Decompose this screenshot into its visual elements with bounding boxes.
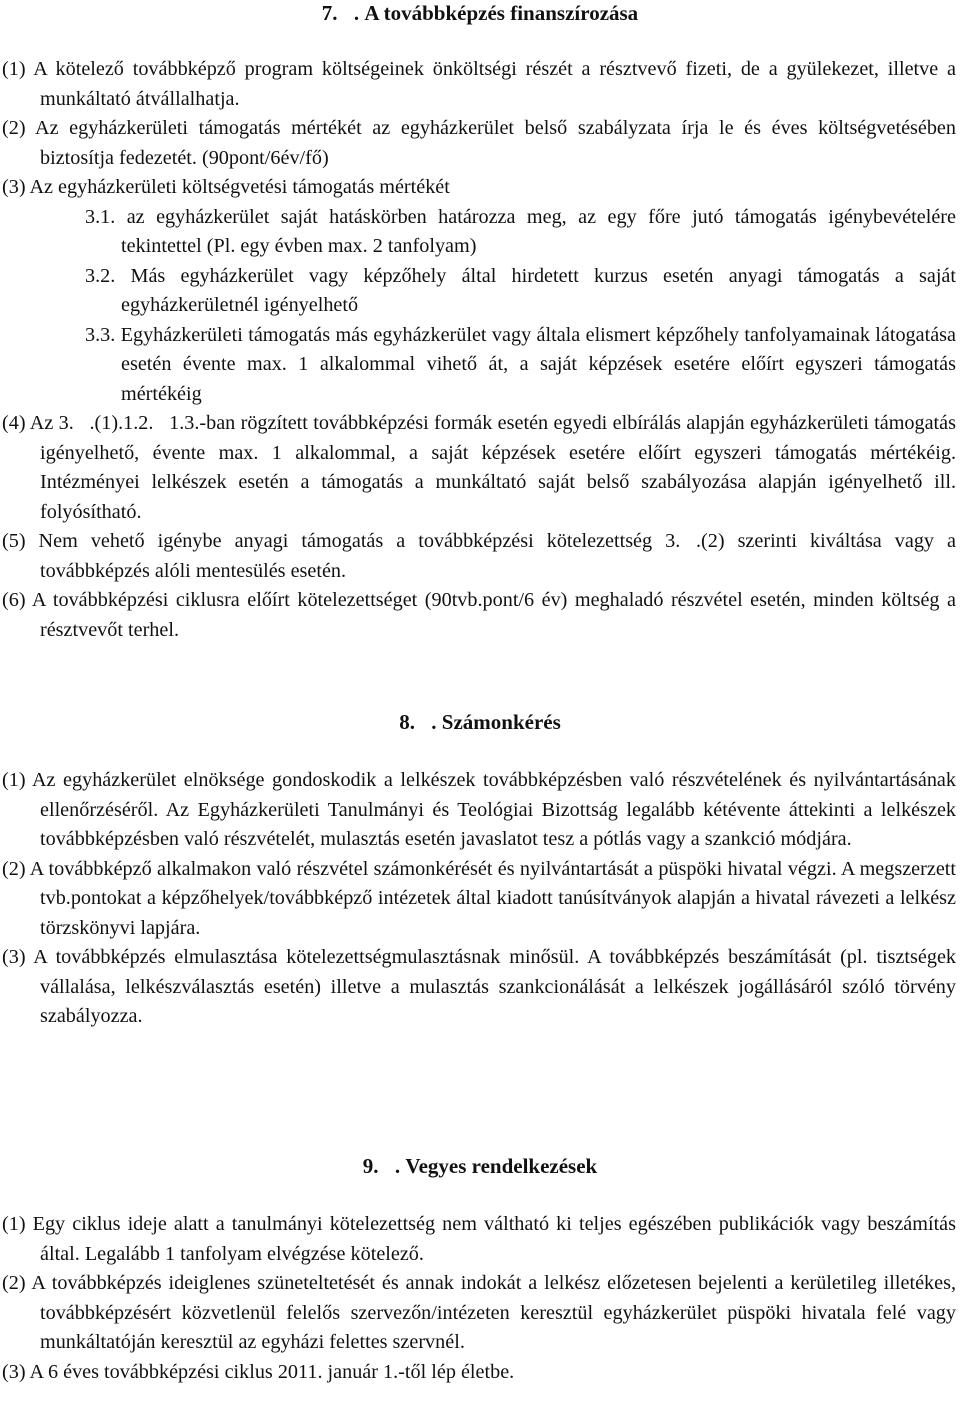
section-9 (0, 1153, 960, 1179)
section-8 (0, 709, 960, 735)
s8-paragraph-1: (1) Az egyházkerület elnöksége gondoskodik a lelkészek továbbképzésben való részvételének és nyilvántartásának ellenőrzéséről. Az Egyházkerületi Tanulmányi és Teológiai Bizottság legalább kétévente áttekinti a lelkészek továbbképzésben való részvételét, mulasztás esetén javaslatot tesz a pótlás vagy a szankció módjára. (2, 769, 956, 850)
section-8-title: 8. . Számonkérés (404, 710, 556, 734)
section-7 (0, 0, 960, 26)
s8-paragraph-3: (3) A továbbképzés elmulasztása kötelezettségmulasztásnak minősül. A továbbképzés beszámítását (pl. tisztségek vállalása, lelkészválasztás esetén) illetve a mulasztás szankcionálását a lelkészek jogállásáról szóló törvény szabályozza. (2, 946, 956, 1027)
section-9-title: 9. . Vegyes rendelkezések (368, 1154, 592, 1178)
s7-subparagraph-3-3: 3.3. Egyházkerületi támogatás más egyházkerület vagy általa elismert képzőhely tanfolyamainak látogatása esetén évente max. 1 alkalommal vihető át, a saját képzések esetére előírt egyszeri támogatás mértékéig (85, 323, 956, 405)
s7-paragraph-2: (2) Az egyházkerületi támogatás mértékét az egyházkerület belső szabályzata írja le és éves költségvetésében biztosítja fedezetét. (90pont/6év/fő) (2, 117, 956, 169)
section-9-body (0, 1210, 960, 1387)
s7-paragraph-6: (6) A továbbképzési ciklusra előírt kötelezettséget (90tvb.pont/6 év) meghaladó részvétel esetén, minden költség a résztvevőt terhel. (2, 589, 956, 641)
s7-subparagraph-3-2: 3.2. Más egyházkerület vagy képzőhely által hirdetett kurzus esetén anyagi támogatás a saját egyházkerületnél igényelhető (85, 264, 956, 316)
s9-paragraph-3: (3) A 6 éves továbbképzési ciklus 2011. január 1.-től lép életbe. (2, 1360, 515, 1383)
s7-paragraph-5: (5) Nem vehető igénybe anyagi támogatás a továbbképzési kötelezettség 3. .(2) szerinti kiváltása vagy a továbbképzés alóli mentesülés esetén. (2, 530, 956, 582)
s9-paragraph-2: (2) A továbbképzés ideiglenes szüneteltetését és annak indokát a lelkész előzetesen bejelenti a kerületileg illetékes, továbbképzésért közvetlenül felelős szervezőn/intézeten keresztül egyházkerület püspöki hivatala felé vagy munkáltatóján keresztül az egyházi felettes szervnél. (2, 1272, 956, 1353)
s7-paragraph-3: (3) Az egyházkerületi költségvetési támogatás mértékét (2, 176, 450, 198)
s9-paragraph-1: (1) Egy ciklus ideje alatt a tanulmányi kötelezettség nem váltható ki teljes egészében publikációk vagy beszámítás által. Legalább 1 tanfolyam elvégzése kötelező. (2, 1213, 956, 1265)
s8-paragraph-2: (2) A továbbképző alkalmakon való részvétel számonkérését és nyilvántartását a püspöki hivatal végzi. A megszerzett tvb.pontokat a képzőhelyek/továbbképző intézetek által kiadott tanúsítványok alapján a hivatal rávezeti a lelkész törzskönyvi lapjára. (2, 857, 956, 939)
s7-subparagraph-3-1: 3.1. az egyházkerület saját hatáskörben határozza meg, az egy főre jutó támogatás igénybevételére tekintettel (Pl. egy évben max. 2 tanfolyam) (85, 205, 956, 257)
section-7-body (0, 55, 960, 645)
s7-paragraph-4: (4) Az 3. .(1).1.2. 1.3.-ban rögzített továbbképzési formák esetén egyedi elbírálás alapján egyházkerületi támogatás igényelhető, évente max. 1 alkalommal, a saját képzések esetére előírt egyszeri támogatás mértékéig. Intézményei lelkészek esetén a támogatás a munkáltató saját belső szabályozása alapján igényelhető ill. folyósítható. (2, 412, 956, 523)
s7-paragraph-1: (1) A kötelező továbbképző program költségeinek önköltségi részét a résztvevő fizeti, de a gyülekezet, illetve a munkáltató átvállalhatja. (2, 58, 956, 110)
section-8-body (0, 766, 960, 1032)
section-7-title: 7. . A továbbképzés finanszírozása (327, 1, 633, 25)
